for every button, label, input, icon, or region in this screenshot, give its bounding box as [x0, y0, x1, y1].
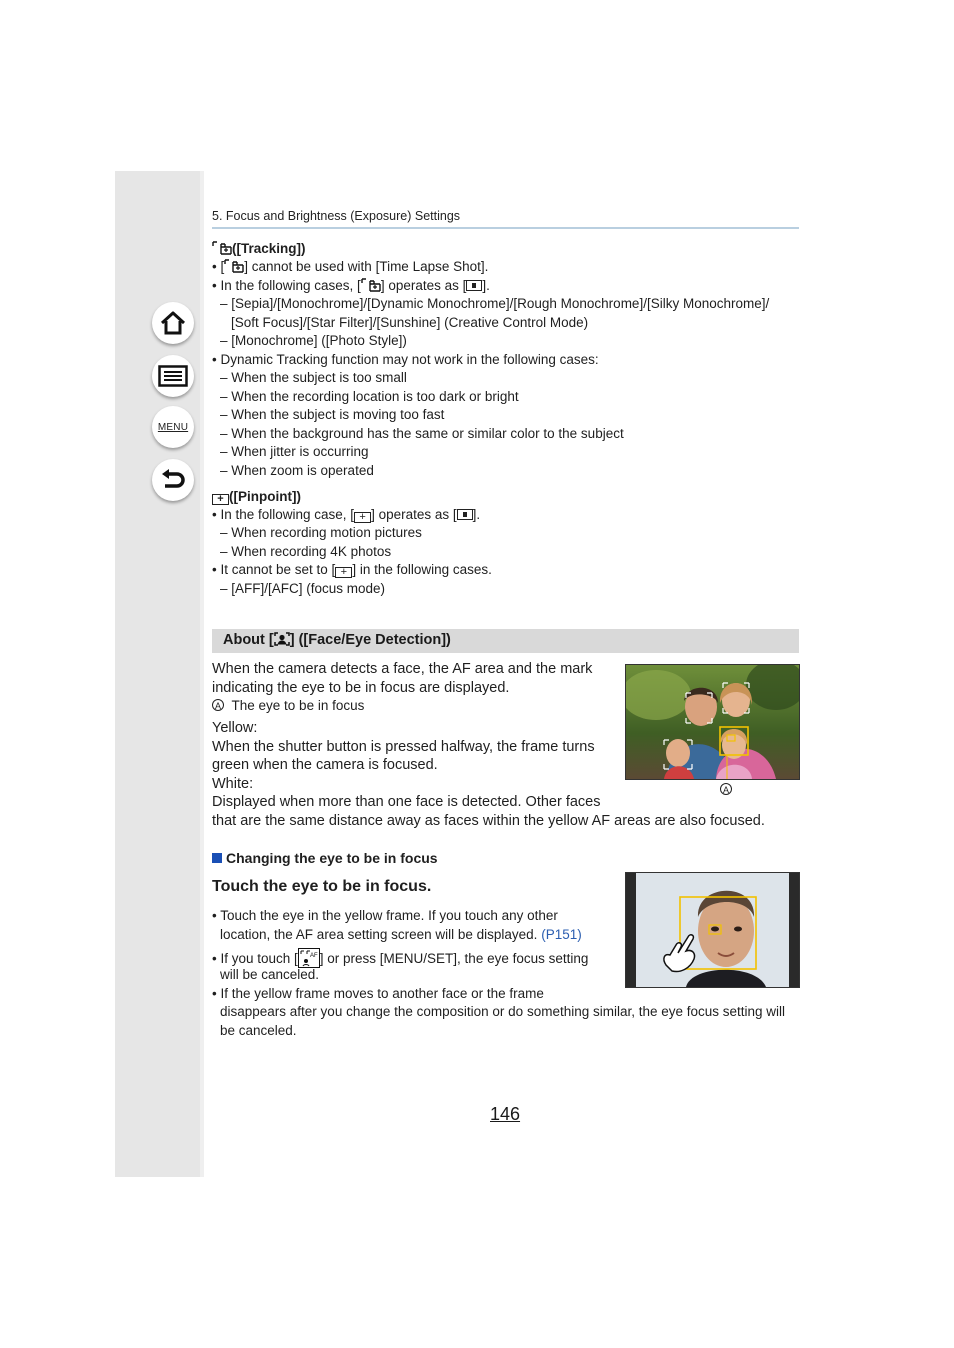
marker-a: A: [720, 783, 732, 795]
home-icon: [159, 310, 187, 336]
yellow-desc-1: When the shutter button is pressed halfway, the frame turns: [212, 739, 595, 755]
eye-bullet-2: • If you touch [ AF ] or press [MENU/SET], the eye focus setting: [212, 948, 588, 968]
pinpoint-line-4: • It cannot be set to [ + ] in the following cases.: [212, 562, 492, 578]
home-button[interactable]: [152, 302, 194, 344]
face-detection-photo: [625, 664, 800, 780]
eye-heading: Changing the eye to be in focus: [212, 849, 438, 867]
tracking-case: – When the recording location is too dark or bright: [220, 389, 519, 404]
photo-marker-a: [720, 781, 732, 799]
tracking-icon: [224, 259, 244, 273]
eye-bullet-3b: disappears after you change the composition or do something similar, the eye focus setting will: [220, 1004, 786, 1019]
back-button[interactable]: [152, 459, 194, 501]
pinpoint-title: + ([Pinpoint]): [212, 488, 301, 506]
white-desc-1: Displayed when more than one face is detected. Other faces: [212, 794, 601, 810]
back-arrow-icon: [159, 468, 187, 492]
heading-square-icon: [212, 853, 222, 863]
tracking-title: ([Tracking]): [212, 240, 306, 258]
man-photo: [626, 873, 799, 987]
family-photo: [626, 665, 799, 779]
page-number: 146: [490, 1104, 521, 1124]
list-icon: [158, 365, 188, 387]
af-area-link[interactable]: (P151): [541, 927, 582, 942]
pinpoint-icon: +: [335, 567, 352, 578]
tracking-line-3: – [Sepia]/[Monochrome]/[Dynamic Monochrome]/[Rough Monochrome]/[Silky Monochrome]/: [220, 296, 770, 311]
tracking-icon: [212, 241, 232, 255]
tracking-line-1: • [ ] cannot be used with [Time Lapse Shot].: [212, 259, 489, 274]
face-detection-icon: [274, 632, 290, 646]
pinpoint-icon: +: [354, 512, 371, 523]
pinpoint-line-2: – When recording motion pictures: [220, 525, 422, 540]
eye-bullet-3c: be canceled.: [220, 1023, 297, 1038]
tracking-line-6: • Dynamic Tracking function may not work in the following cases:: [212, 352, 599, 367]
touch-eye-photo: [625, 872, 800, 988]
pinpoint-line-3: – When recording 4K photos: [220, 544, 392, 559]
menu-button[interactable]: [152, 406, 194, 448]
face-paragraph-1: When the camera detects a face, the AF area and the mark: [212, 661, 593, 677]
section-title: About [ ] ([Face/Eye Detection]): [223, 632, 451, 648]
tracking-line-2: • In the following cases, [ ] operates as [ ].: [212, 278, 490, 293]
header-rule: [212, 227, 799, 229]
tracking-case: – When the subject is moving too fast: [220, 407, 445, 422]
white-desc-2: that are the same distance away as faces within the yellow AF areas are also focused.: [212, 813, 765, 829]
tracking-case: – When zoom is operated: [220, 463, 374, 478]
face-paragraph-2: indicating the eye to be in focus are displayed.: [212, 680, 510, 696]
tracking-icon: [361, 278, 381, 292]
eye-af-cancel-icon: [298, 948, 320, 968]
pinpoint-icon: +: [212, 494, 229, 505]
eye-bullet-3a: • If the yellow frame moves to another face or the frame: [212, 986, 544, 1001]
eye-subheading: Touch the eye to be in focus.: [212, 878, 432, 895]
tracking-line-4: [Soft Focus]/[Star Filter]/[Sunshine] (Creative Control Mode): [231, 315, 589, 330]
menu-label: MENU: [157, 421, 189, 433]
pinpoint-line-5: – [AFF]/[AFC] (focus mode): [220, 581, 386, 596]
yellow-desc-2: green when the camera is focused.: [212, 757, 438, 773]
eye-bullet-1a: • Touch the eye in the yellow frame. If you touch any other: [212, 908, 558, 923]
eye-bullet-2b: will be canceled.: [220, 967, 320, 982]
breadcrumb: 5. Focus and Brightness (Exposure) Settings: [212, 209, 461, 223]
svg-text:AF: AF: [309, 953, 318, 959]
contents-button[interactable]: [152, 355, 194, 397]
tracking-case: – When jitter is occurring: [220, 444, 369, 459]
eye-bullet-1b: location, the AF area setting screen will be displayed. (P151): [220, 927, 582, 942]
tracking-case: – When the background has the same or similar color to the subject: [220, 426, 624, 441]
pinpoint-line-1: • In the following case, [ + ] operates as [ ].: [212, 507, 481, 523]
yellow-label: Yellow:: [212, 720, 258, 736]
marker-a: A: [212, 699, 224, 711]
marker-a-caption: A The eye to be in focus: [212, 697, 364, 715]
tracking-line-5: – [Monochrome] ([Photo Style]): [220, 333, 407, 348]
one-area-icon: [466, 280, 482, 291]
white-label: White:: [212, 776, 254, 792]
sidebar-edge: [200, 171, 204, 1177]
tracking-case: – When the subject is too small: [220, 370, 407, 385]
one-area-icon: [457, 509, 473, 520]
